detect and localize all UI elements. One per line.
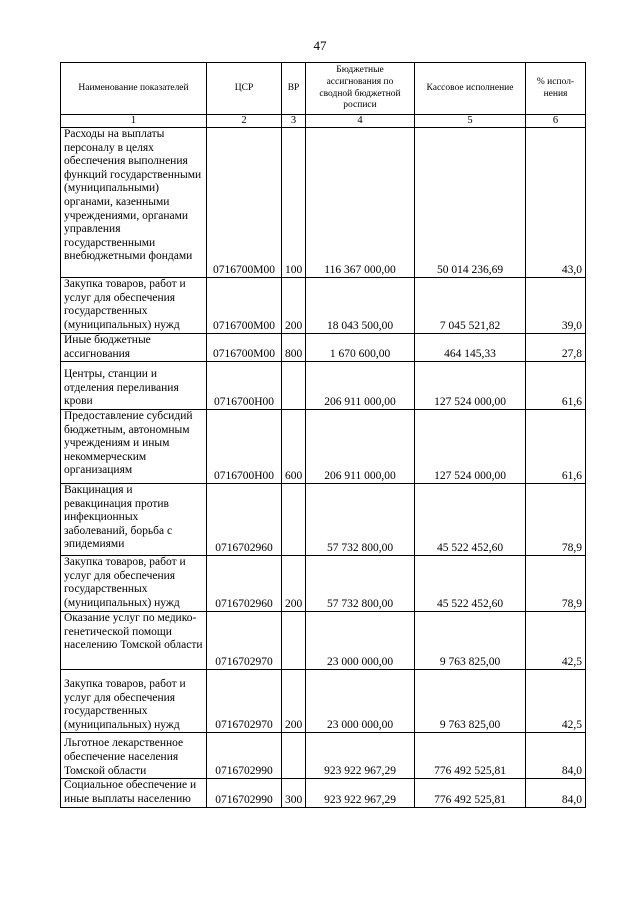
row-csr: 0716700М00 — [207, 128, 282, 278]
row-percent: 27,8 — [526, 334, 586, 362]
table-row — [61, 278, 586, 334]
header-percent: % испол-нения — [526, 63, 586, 115]
header-name: Наименование показателей — [61, 63, 207, 115]
row-assigned: 206 911 000,00 — [306, 409, 415, 483]
row-csr: 0716700Н00 — [207, 409, 282, 483]
row-executed: 127 524 000,00 — [415, 362, 526, 410]
row-percent: 42,5 — [526, 669, 586, 732]
row-name: Центры, станции и отделения переливания крови — [61, 362, 207, 410]
row-name: Закупка товаров, работ и услуг для обеспечения государственных (муниципальных) нужд — [61, 555, 207, 611]
row-assigned: 923 922 967,29 — [306, 733, 415, 779]
row-percent: 39,0 — [526, 278, 586, 334]
row-name: Закупка товаров, работ и услуг для обеспечения государственных (муниципальных) нужд — [61, 669, 207, 732]
budget-execution-table — [60, 62, 586, 808]
row-csr: 0716702990 — [207, 779, 282, 808]
row-vr — [282, 362, 306, 410]
table-row — [61, 409, 586, 483]
table-header-row — [61, 63, 586, 115]
row-vr: 200 — [282, 555, 306, 611]
row-vr: 300 — [282, 779, 306, 808]
row-vr: 600 — [282, 409, 306, 483]
row-csr: 0716702960 — [207, 555, 282, 611]
row-vr — [282, 483, 306, 555]
column-number: 6 — [526, 115, 586, 128]
row-csr: 0716700М00 — [207, 334, 282, 362]
row-vr — [282, 733, 306, 779]
row-assigned: 18 043 500,00 — [306, 278, 415, 334]
row-percent: 43,0 — [526, 128, 586, 278]
table-row — [61, 128, 586, 278]
table-row — [61, 483, 586, 555]
header-csr: ЦСР — [207, 63, 282, 115]
row-csr: 0716702960 — [207, 483, 282, 555]
row-executed: 45 522 452,60 — [415, 483, 526, 555]
row-name: Оказание услуг по медико-генетической помощи населению Томской области — [61, 611, 207, 669]
row-name: Вакцинация и ревакцинация против инфекционных заболеваний, борьба с эпидемиями — [61, 483, 207, 555]
row-assigned: 57 732 800,00 — [306, 555, 415, 611]
row-percent: 84,0 — [526, 779, 586, 808]
row-executed: 127 524 000,00 — [415, 409, 526, 483]
row-csr: 0716700Н00 — [207, 362, 282, 410]
table-row — [61, 611, 586, 669]
row-vr: 200 — [282, 278, 306, 334]
column-number: 5 — [415, 115, 526, 128]
row-assigned: 206 911 000,00 — [306, 362, 415, 410]
row-csr: 0716702970 — [207, 669, 282, 732]
table-row — [61, 555, 586, 611]
page-number: 47 — [313, 38, 327, 53]
row-assigned: 23 000 000,00 — [306, 611, 415, 669]
row-assigned: 23 000 000,00 — [306, 669, 415, 732]
row-executed: 9 763 825,00 — [415, 669, 526, 732]
table-row — [61, 779, 586, 808]
row-percent: 61,6 — [526, 409, 586, 483]
row-percent: 78,9 — [526, 555, 586, 611]
row-percent: 78,9 — [526, 483, 586, 555]
row-name: Закупка товаров, работ и услуг для обеспечения государственных (муниципальных) нужд — [61, 278, 207, 334]
column-number: 3 — [282, 115, 306, 128]
column-number: 1 — [61, 115, 207, 128]
row-percent: 42,5 — [526, 611, 586, 669]
row-executed: 776 492 525,81 — [415, 779, 526, 808]
row-executed: 45 522 452,60 — [415, 555, 526, 611]
row-name: Иные бюджетные ассигнования — [61, 334, 207, 362]
row-executed: 776 492 525,81 — [415, 733, 526, 779]
table-row — [61, 733, 586, 779]
table-row — [61, 334, 586, 362]
row-csr: 0716702990 — [207, 733, 282, 779]
header-vr: ВР — [282, 63, 306, 115]
table-row — [61, 362, 586, 410]
row-vr — [282, 611, 306, 669]
row-csr: 0716702970 — [207, 611, 282, 669]
row-name: Льготное лекарственное обеспечение населения Томской области — [61, 733, 207, 779]
row-vr: 100 — [282, 128, 306, 278]
row-name: Социальное обеспечение и иные выплаты населению — [61, 779, 207, 808]
row-executed: 50 014 236,69 — [415, 128, 526, 278]
row-csr: 0716700М00 — [207, 278, 282, 334]
header-assignments: Бюджетные ассигнования по сводной бюджетной росписи — [306, 63, 415, 115]
table-row — [61, 669, 586, 732]
row-name: Предоставление субсидий бюджетным, автономным учреждениям и иным некоммерческим организациям — [61, 409, 207, 483]
row-assigned: 923 922 967,29 — [306, 779, 415, 808]
row-assigned: 116 367 000,00 — [306, 128, 415, 278]
column-number: 4 — [306, 115, 415, 128]
row-executed: 7 045 521,82 — [415, 278, 526, 334]
column-number: 2 — [207, 115, 282, 128]
row-executed: 9 763 825,00 — [415, 611, 526, 669]
row-assigned: 57 732 800,00 — [306, 483, 415, 555]
header-execution: Кассовое исполнение — [415, 63, 526, 115]
row-vr: 800 — [282, 334, 306, 362]
row-assigned: 1 670 600,00 — [306, 334, 415, 362]
row-name: Расходы на выплаты персоналу в целях обеспечения выполнения функций государственными (муниципальными) органами, казенными учреждениями, органами управления государственными внебюджетными фондами — [61, 128, 207, 278]
column-number-row — [61, 115, 586, 128]
row-percent: 61,6 — [526, 362, 586, 410]
row-executed: 464 145,33 — [415, 334, 526, 362]
row-percent: 84,0 — [526, 733, 586, 779]
row-vr: 200 — [282, 669, 306, 732]
